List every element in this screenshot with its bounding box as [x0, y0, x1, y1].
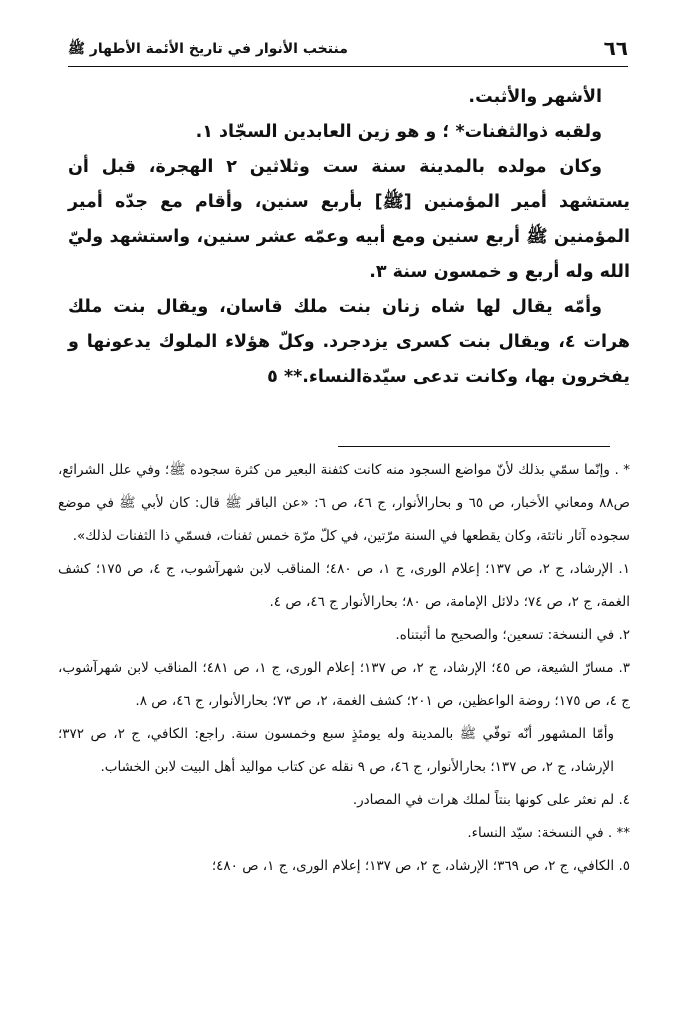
footnote-3-continuation: وأمّا المشهور أنّه توفّي ﷺ بالمدينة وله يومئذٍ سبع وخمسون سنة. راجع: الكافي، ج ٢، ص ٣٧٢؛ الإرشاد، ج ٢، ص ١٣٧؛ بحارالأنوار، ج ٤٦، ص ٩ نقله عن كتاب مواليد أهل البيت لابن الخشاب.	[58, 726, 614, 775]
page-header	[68, 36, 628, 66]
page-number: ٦٦	[603, 36, 628, 60]
main-text	[68, 80, 630, 395]
footnotes	[58, 454, 630, 883]
footnote-double-star: ** . في النسخة: سيّد النساء.	[467, 825, 630, 841]
paragraph-3: وكان مولده بالمدينة سنة ست وثلاثين ٢ الهجرة، قبل أن يستشهد أمير المؤمنين [ﷺ] بأربع سنين، وأقام مع جدّه أمير المؤمنين ﷺ أربع سنين ومع أبيه وعمّه عشر سنين، واستشهد وليّ الله وله أربع و خمسون سنة ٣.	[68, 157, 630, 282]
footnote-1: ١. الإرشاد، ج ٢، ص ١٣٧؛ إعلام الورى، ج ١، ص ٤٨٠؛ المناقب لابن شهرآشوب، ج ٤، ص ١٧٥؛ كشف الغمة، ج ٢، ص ٧٤؛ دلائل الإمامة، ص ٨٠؛ بحارالأنوار ج ٤٦، ص ٤.	[58, 561, 630, 610]
running-title: منتخب الأنوار في تاريخ الأئمة الأطهار ﷺ	[68, 41, 348, 57]
paragraph-4: وأمّه يقال لها شاه زنان بنت ملك قاسان، ويقال بنت ملك هرات ٤، ويقال بنت كسرى يزدجرد. وكلّ هؤلاء الملوك يدعونها و يفخرون بها، وكانت تدعى سيّدةالنساء.** ٥	[68, 297, 630, 387]
header-rule	[68, 66, 628, 67]
footnote-separator	[338, 446, 610, 447]
footnote-5: ٥. الكافي، ج ٢، ص ٣٦٩؛ الإرشاد، ج ٢، ص ١٣٧؛ إعلام الورى، ج ١، ص ٤٨٠؛	[211, 858, 630, 874]
paragraph-1: الأشهر والأثبت.	[468, 87, 602, 107]
footnote-star: * . وإنّما سمّي بذلك لأنّ مواضع السجود منه كانت كثفنة البعير من كثرة سجوده ﷺ؛ وفي علل الشرائع، ص٨٨ ومعاني الأخبار، ص ٦٥ و بحارالأنوار، ج ٤٦، ص ٦: «عن الباقر ﷺ قال: كان لأبي ﷺ في موضع سجوده آثار ناتئة، وكان يقطعها في السنة مرّتين، في كلّ مرّة خمس ثفنات، فسمّي ذا الثفنات لذلك».	[58, 462, 630, 544]
footnote-3: ٣. مسارّ الشيعة، ص ٤٥؛ الإرشاد، ج ٢، ص ١٣٧؛ إعلام الورى، ج ١، ص ٤٨١؛ المناقب لابن شهرآشوب، ج ٤، ص ١٧٥؛ روضة الواعظين، ص ٢٠١؛ كشف الغمة، ٢، ص ٧٣؛ بحارالأنوار، ج ٤٦، ص ٨.	[58, 660, 630, 709]
footnote-2: ٢. في النسخة: تسعين؛ والصحيح ما أثبتناه.	[395, 627, 630, 643]
footnote-4: ٤. لم نعثر على كونها بنتاً لملك هرات في المصادر.	[352, 792, 630, 808]
paragraph-2: ولقبه ذوالثفنات* ؛ و هو زين العابدين السجّاد ١.	[195, 122, 602, 142]
